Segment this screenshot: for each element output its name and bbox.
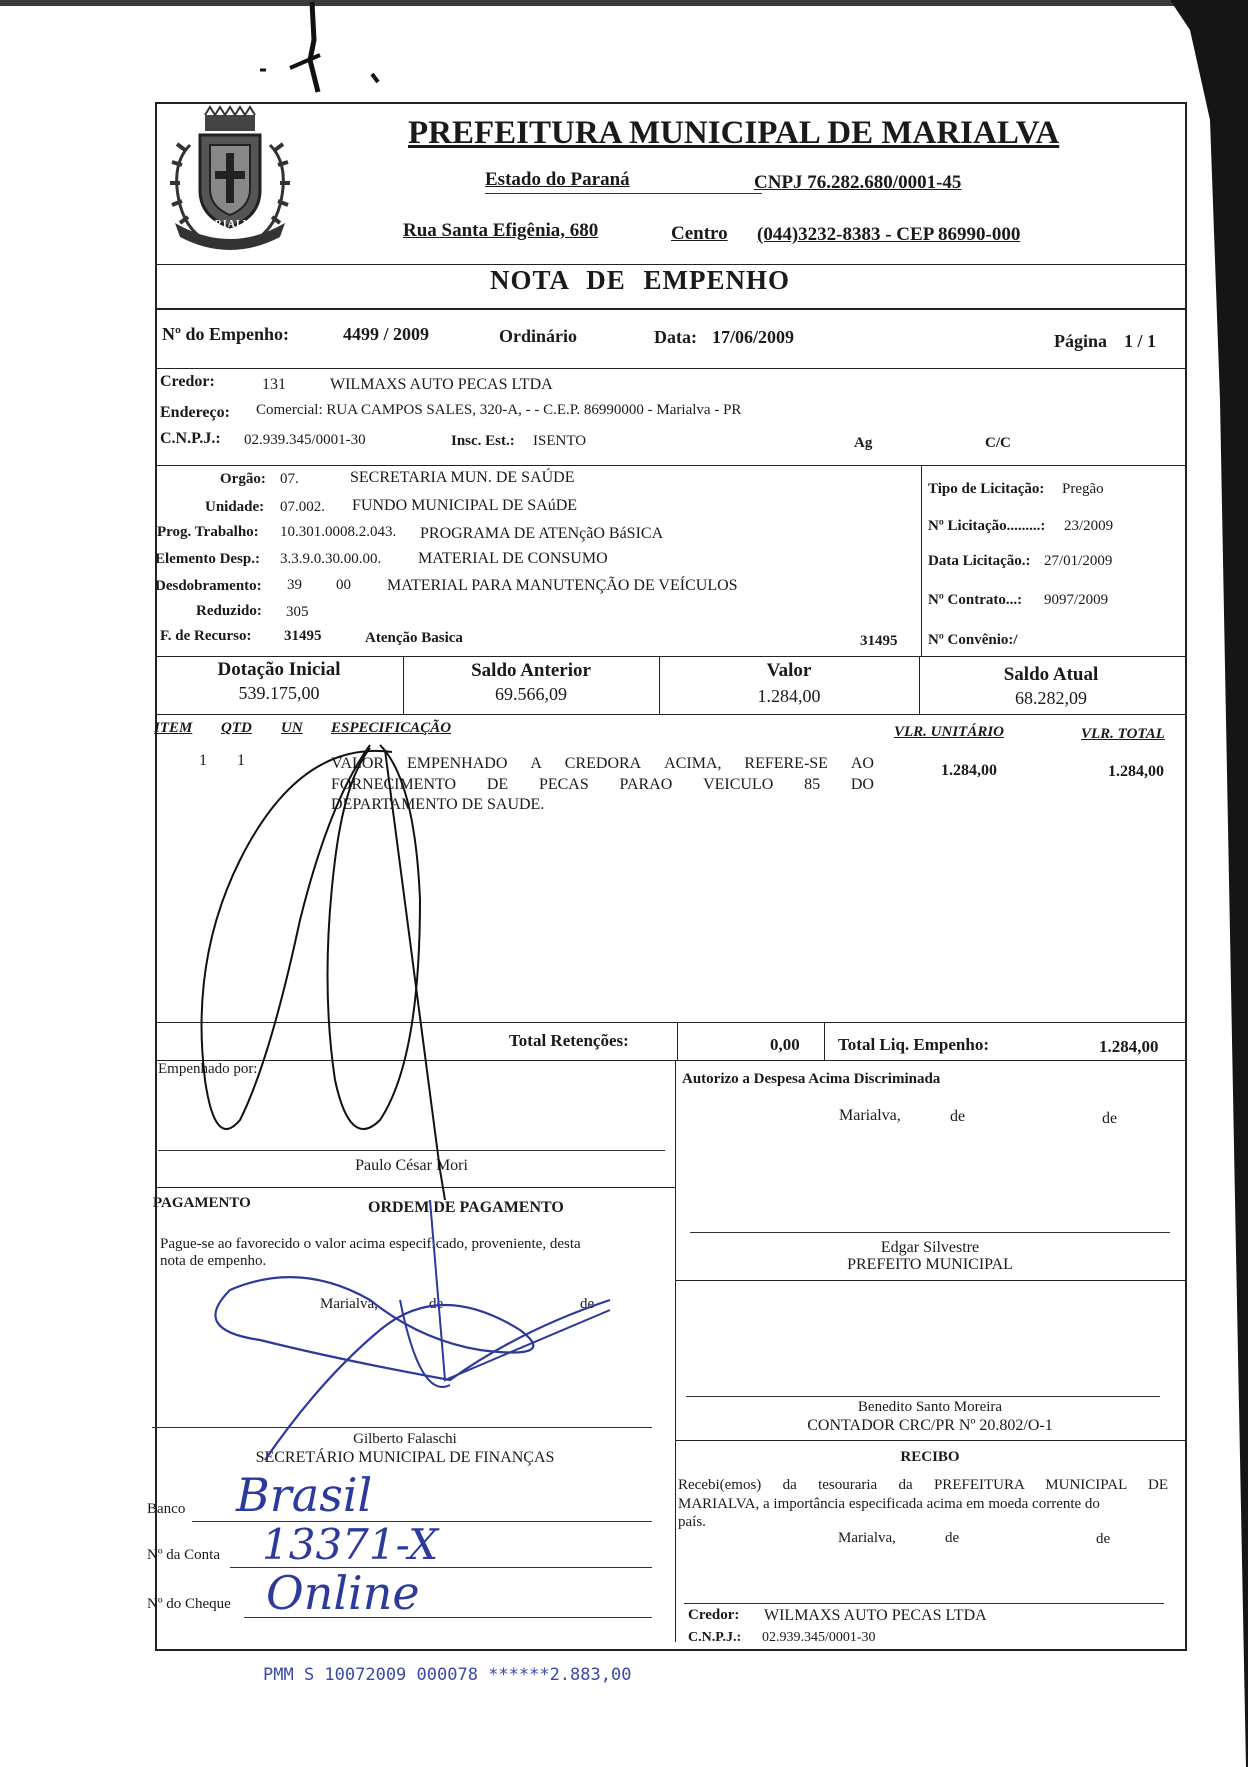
tipo-licitacao-label: Tipo de Licitação:: [928, 481, 1045, 497]
conta-handwritten: 13371-X: [262, 1520, 439, 1569]
espec-word: PARAO: [619, 776, 673, 793]
endereco-value: Comercial: RUA CAMPOS SALES, 320-A, - - C.E.P. 86990000 - Marialva - PR: [256, 402, 742, 418]
pagamento-de1: de: [429, 1296, 444, 1312]
header-district: Centro: [671, 223, 728, 244]
total-liq-value: 1.284,00: [1099, 1037, 1159, 1056]
recibo-text-1-content: Recebi(emos) da tesouraria da PREFEITURA MUNICIPAL DE: [678, 1477, 1168, 1493]
desdobramento-code2: 00: [336, 577, 351, 593]
saldo-atual-label: Saldo Atual: [1003, 664, 1099, 685]
contador-name: Benedito Santo Moreira: [857, 1399, 1003, 1415]
elemento-name: MATERIAL DE CONSUMO: [418, 550, 608, 567]
header-street: Rua Santa Efigênia, 680: [403, 220, 599, 241]
espec-word: AO: [850, 755, 874, 772]
unidade-name: FUNDO MUNICIPAL DE SAúDE: [352, 497, 578, 514]
contrato-value: 9097/2009: [1044, 592, 1109, 608]
row-vlr-unitario: 1.284,00: [941, 762, 997, 779]
prog-name: PROGRAMA DE ATENçãO BáSICA: [420, 525, 664, 542]
recibo-place: Marialva,: [838, 1530, 896, 1546]
insc-label: Insc. Est.:: [451, 433, 515, 449]
reduzido-label: Reduzido:: [196, 603, 262, 619]
banco-handwritten: Brasil: [236, 1468, 373, 1522]
empenho-date: 17/06/2009: [712, 327, 795, 347]
empenho-type: Ordinário: [499, 326, 578, 346]
col-header-especificacao: ESPECIFICAÇÃO: [331, 720, 452, 736]
secretario-name: Gilberto Falaschi: [353, 1431, 457, 1447]
espec-word: PECAS: [538, 776, 589, 793]
cc-label: C/C: [985, 435, 1011, 451]
secretario-role: SECRETÁRIO MUNICIPAL DE FINANÇAS: [255, 1449, 555, 1466]
credor-name: WILMAXS AUTO PECAS LTDA: [330, 376, 553, 393]
desdobramento-name: MATERIAL PARA MANUTENÇÃO DE VEÍCULOS: [387, 577, 738, 594]
signature-pagamento: [215, 1277, 610, 1460]
espec-word: ACIMA,: [664, 755, 722, 772]
signature-empenhado-loop: [328, 745, 421, 1129]
cheque-label: Nº do Cheque: [147, 1596, 231, 1612]
orgao-code: 07.: [280, 471, 299, 487]
credor-cnpj-label: C.N.P.J.:: [160, 430, 221, 447]
recibo-credor-label: Credor:: [688, 1607, 740, 1623]
pagamento-text-1: Pague-se ao favorecido o valor acima especificado, proveniente, desta: [160, 1236, 581, 1252]
recurso-code2: 31495: [860, 633, 898, 649]
pagamento-text-2: nota de empenho.: [160, 1253, 267, 1269]
prog-label: Prog. Trabalho:: [157, 524, 259, 540]
col-header-un: UN: [281, 720, 303, 736]
row-item: 1: [199, 752, 207, 769]
valor-label: Valor: [766, 660, 812, 681]
licitacao-number: 23/2009: [1064, 518, 1114, 534]
convenio-label: Nº Convênio:/: [928, 632, 1018, 648]
prog-code: 10.301.0008.2.043.: [280, 524, 397, 540]
valor-value: 1.284,00: [757, 686, 821, 706]
pagamento-de2: de: [580, 1296, 595, 1312]
elemento-code: 3.3.9.0.30.00.00.: [280, 551, 382, 567]
empenho-number-label: Nº do Empenho:: [162, 324, 289, 344]
recibo-credor-name: WILMAXS AUTO PECAS LTDA: [764, 1607, 987, 1624]
orgao-label: Orgão:: [220, 471, 266, 487]
autorizo-label: Autorizo a Despesa Acima Discriminada: [682, 1071, 941, 1087]
reduzido-value: 305: [286, 604, 309, 620]
licitacao-number-label: Nº Licitação.........:: [928, 518, 1046, 534]
credor-label: Credor:: [160, 373, 215, 390]
header-state: Estado do Paraná: [485, 169, 630, 190]
espec-word: A: [530, 755, 542, 772]
row-vlr-total: 1.284,00: [1108, 763, 1164, 780]
row-espec-line3: DEPARTAMENTO DE SAUDE.: [331, 796, 545, 813]
espec-word: 85: [804, 776, 821, 793]
saldo-anterior-label: Saldo Anterior: [471, 660, 591, 681]
prefeito-role: PREFEITO MUNICIPAL: [847, 1256, 1013, 1273]
espec-word: DO: [850, 776, 874, 793]
conta-label: Nº da Conta: [147, 1547, 220, 1563]
recibo-de2: de: [1096, 1531, 1111, 1547]
espec-word: EMPENHADO: [406, 755, 508, 772]
header-title: PREFEITURA MUNICIPAL DE MARIALVA: [408, 115, 1060, 151]
elemento-label: Elemento Desp.:: [155, 551, 260, 567]
empenho-number: 4499 / 2009: [343, 324, 430, 344]
espec-word: CREDORA: [564, 755, 642, 772]
credor-cnpj: 02.939.345/0001-30: [244, 432, 366, 448]
espec-word: VALOR: [331, 755, 385, 772]
desdobramento-label: Desdobramento:: [155, 578, 262, 594]
recibo-cnpj-label: C.N.P.J.:: [688, 1630, 742, 1645]
col-header-qtd: QTD: [221, 720, 252, 736]
recurso-label: F. de Recurso:: [160, 628, 252, 644]
page-number: 1 / 1: [1124, 331, 1157, 351]
pagamento-place: Marialva,: [320, 1296, 378, 1312]
unidade-code: 07.002.: [280, 499, 325, 515]
cheque-handwritten: Online: [266, 1566, 420, 1620]
tipo-licitacao-value: Pregão: [1062, 481, 1104, 497]
empenhado-label: Empenhado por:: [158, 1061, 258, 1077]
header-phone-cep: (044)3232-8383 - CEP 86990-000: [757, 224, 1021, 245]
recibo-text-3: país.: [678, 1514, 706, 1530]
banco-label: Banco: [147, 1501, 186, 1517]
espec-word: FORNECIMENTO: [331, 776, 457, 793]
header-cnpj: CNPJ 76.282.680/0001-45: [754, 172, 962, 193]
unidade-label: Unidade:: [205, 499, 265, 515]
document-title: NOTA DE EMPENHO: [490, 265, 791, 295]
prefeito-name: Edgar Silvestre: [880, 1239, 980, 1256]
espec-word: VEICULO: [703, 776, 774, 793]
recibo-cnpj-value: 02.939.345/0001-30: [762, 1630, 876, 1645]
col-header-vlr-total: VLR. TOTAL: [1081, 726, 1165, 742]
credor-code: 131: [262, 376, 286, 393]
empenho-date-label: Data:: [654, 327, 697, 347]
licitacao-date: 27/01/2009: [1044, 553, 1113, 569]
bank-authentication-stamp: PMM S 10072009 000078 ******2.883,00: [263, 1665, 632, 1685]
contrato-label: Nº Contrato...:: [928, 592, 1023, 608]
recibo-text-2: MARIALVA, a importância especificada acima em moeda corrente do: [678, 1496, 1100, 1512]
recurso-name: Atenção Basica: [365, 630, 463, 646]
espec-word: REFERE-SE: [744, 755, 828, 772]
saldo-atual-value: 68.282,09: [1015, 688, 1087, 708]
col-header-vlr-unitario: VLR. UNITÁRIO: [894, 724, 1005, 740]
contador-role: CONTADOR CRC/PR Nº 20.802/O-1: [807, 1417, 1053, 1434]
retencoes-value: 0,00: [770, 1035, 800, 1054]
signature-empenhado-loop: [202, 745, 392, 1129]
recibo-title: RECIBO: [900, 1449, 960, 1465]
row-qtd: 1: [237, 752, 245, 769]
col-header-item: ITEM: [154, 720, 193, 736]
insc-value: ISENTO: [533, 433, 587, 449]
espec-word: DE: [486, 776, 509, 793]
dotacao-value: 539.175,00: [238, 683, 320, 703]
desdobramento-code1: 39: [287, 577, 302, 593]
autorizo-place: Marialva,: [839, 1107, 901, 1124]
recurso-code: 31495: [284, 628, 322, 644]
orgao-name: SECRETARIA MUN. DE SAÚDE: [350, 469, 575, 486]
autorizo-de2: de: [1102, 1110, 1118, 1127]
ag-label: Ag: [854, 435, 873, 451]
retencoes-label: Total Retenções:: [509, 1031, 629, 1050]
ordem-pagamento-title: ORDEM DE PAGAMENTO: [368, 1199, 564, 1216]
page-label: Página: [1054, 331, 1108, 351]
endereco-label: Endereço:: [160, 404, 230, 421]
recibo-de1: de: [945, 1530, 960, 1546]
empenhado-signer: Paulo César Mori: [355, 1157, 468, 1174]
autorizo-de1: de: [950, 1108, 966, 1125]
licitacao-date-label: Data Licitação.:: [928, 553, 1031, 569]
total-liq-label: Total Liq. Empenho:: [838, 1035, 989, 1054]
pagamento-label: PAGAMENTO: [153, 1195, 251, 1211]
dotacao-label: Dotação Inicial: [217, 659, 341, 680]
signature-empenhado-tail: [385, 750, 445, 1200]
saldo-anterior-value: 69.566,09: [495, 684, 567, 704]
crest-text: MARIALVA: [196, 219, 258, 230]
